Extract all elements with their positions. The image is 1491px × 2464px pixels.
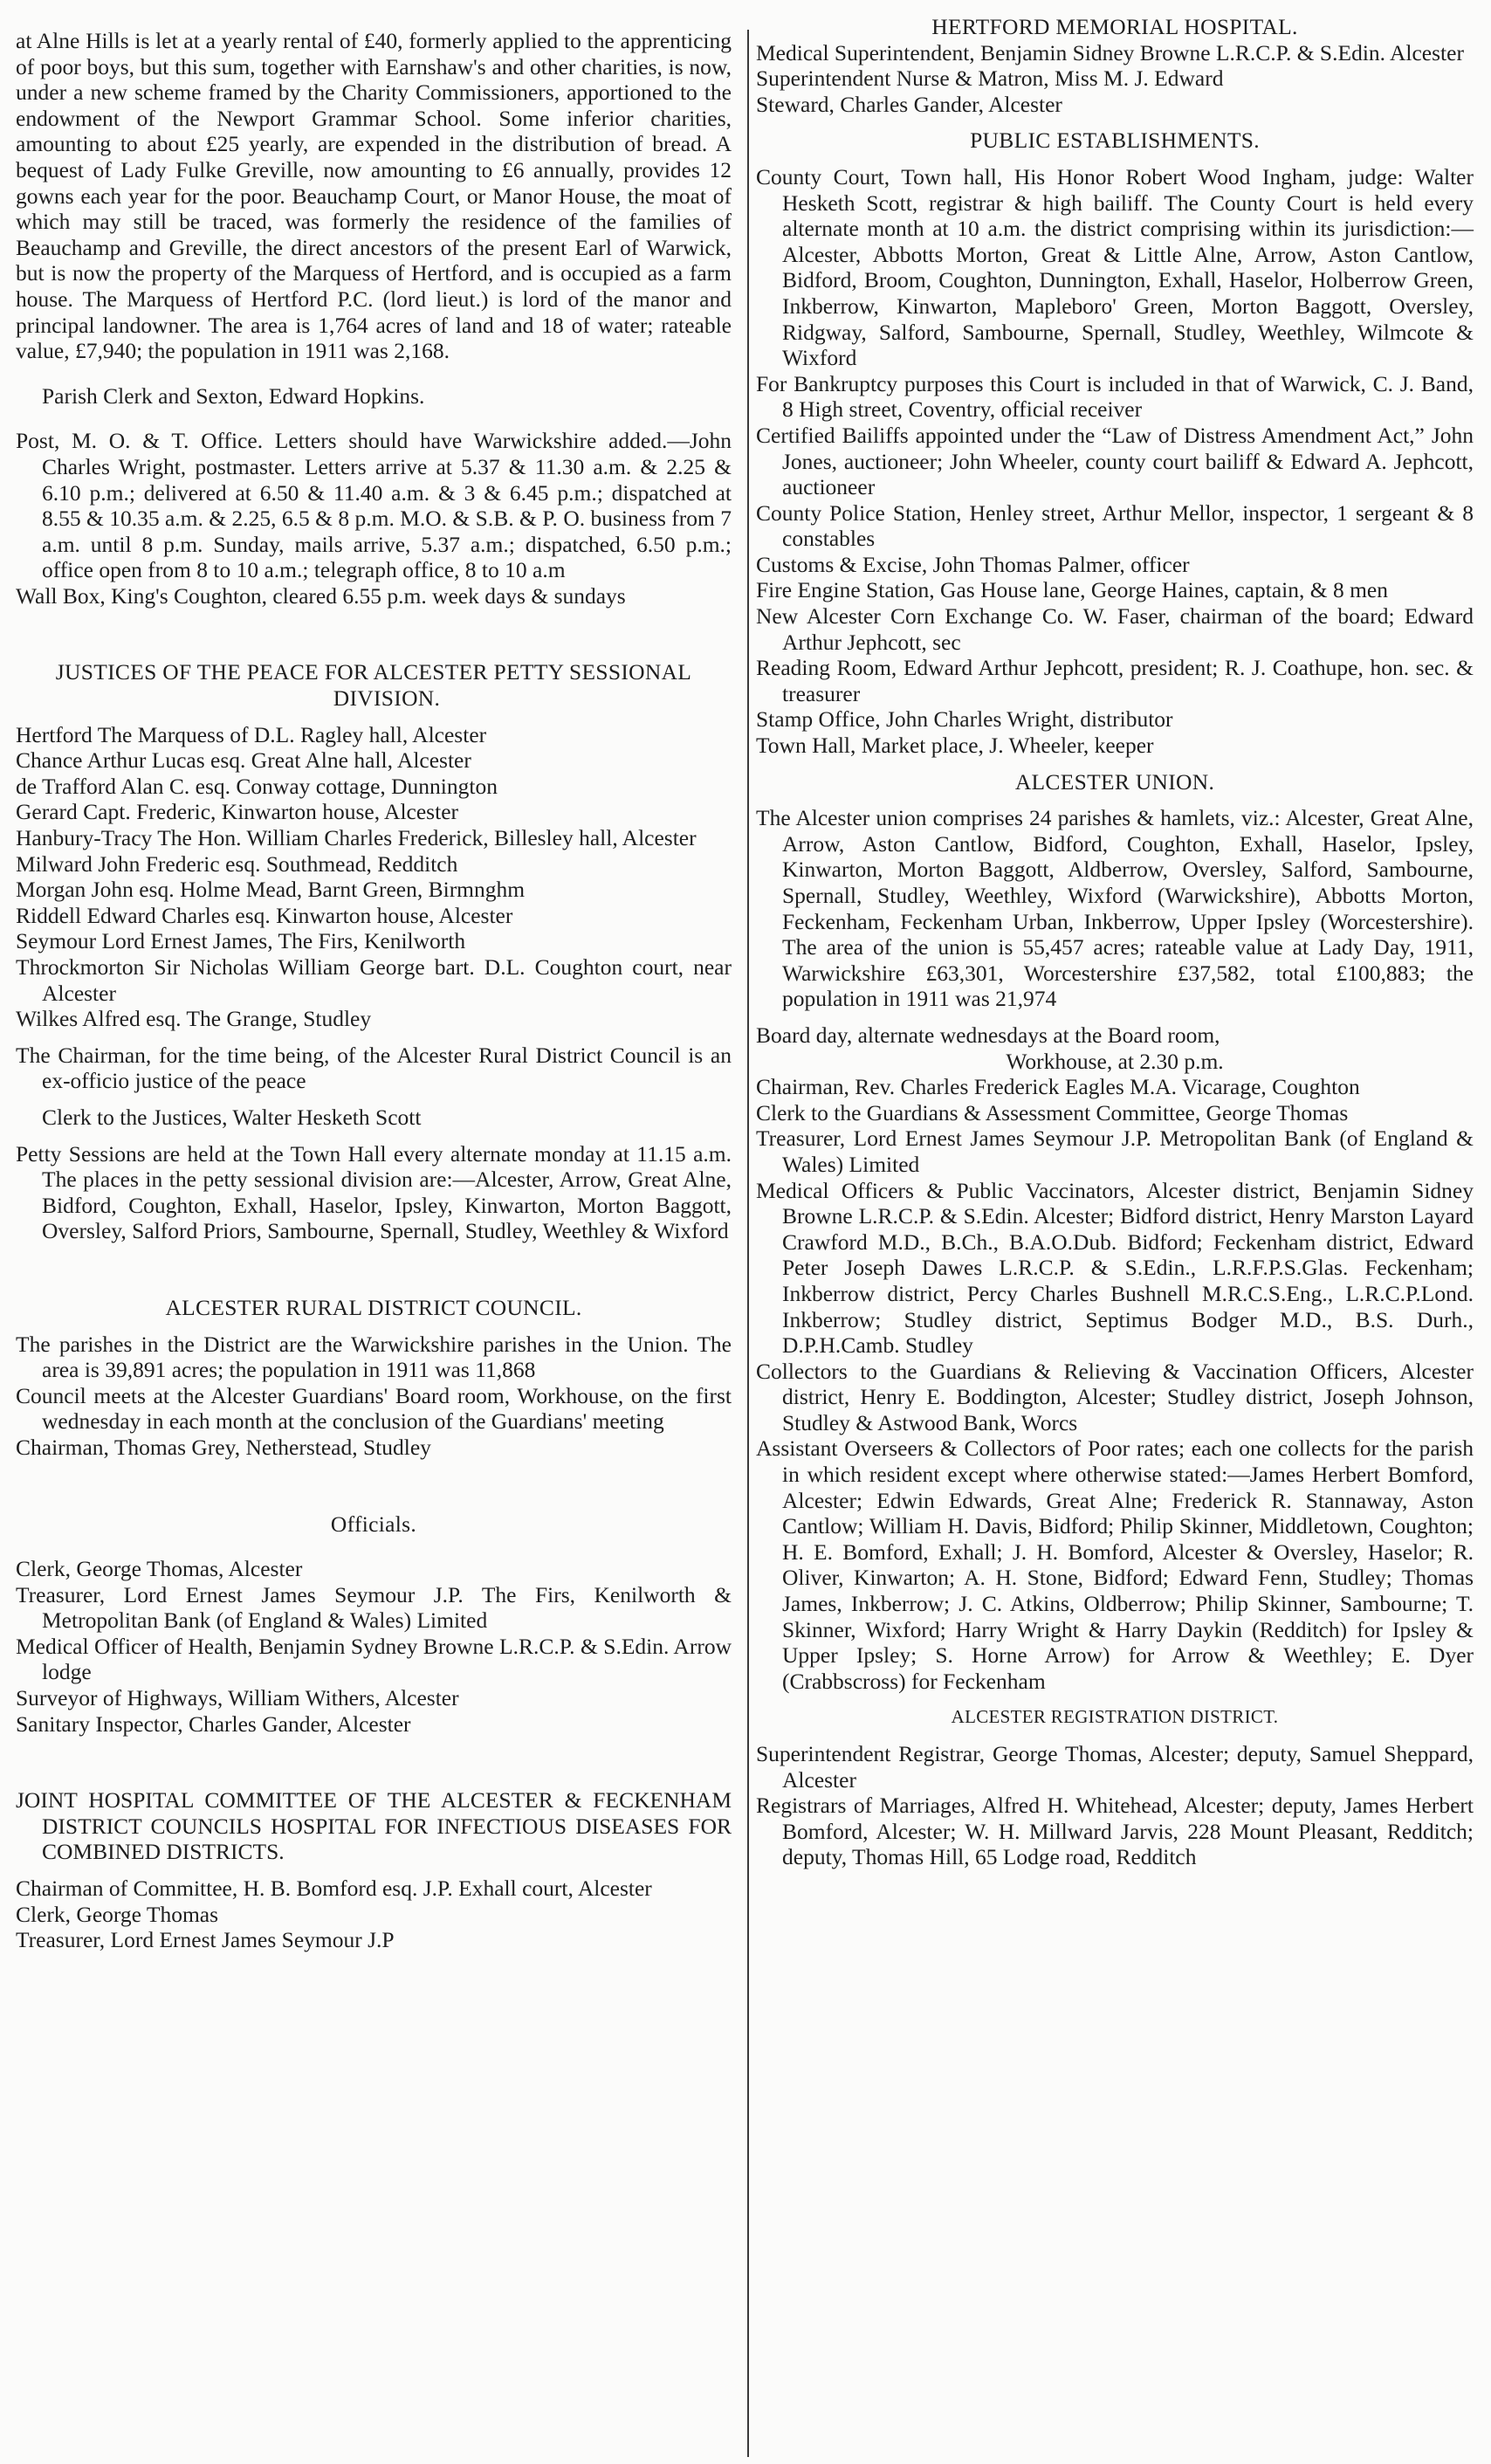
justice-entry: Hertford The Marquess of D.L. Ragley hall, Alcester bbox=[16, 721, 487, 747]
justice-entry: Throckmorton Sir Nicholas William George bart. D.L. Coughton court, near Alcester bbox=[16, 954, 732, 1006]
joint-hospital-heading: JOINT HOSPITAL COMMITTEE OF THE ALCESTER & FECKENHAM DISTRICT COUNCILS HOSPITAL FOR INFECTIOUS DISEASES FOR COMBINED DISTRICTS. bbox=[16, 1787, 732, 1865]
official-entry: Clerk, George Thomas, Alcester bbox=[16, 1556, 303, 1582]
justice-entry: Hanbury-Tracy The Hon. William Charles Frederick, Billesley hall, Alcester bbox=[16, 825, 697, 851]
union-entry: Assistant Overseers & Collectors of Poor rates; each one collects for the parish in which resident except where otherwise stated:—James Herbert Bomford, Alcester; Edwin Edwards, Great Alne; Frederick R. Stannaway, Aston Cantlow; William H. Davis, Bidford; Philip Skinner, Middletown, Coughton; H. E. Bomford, Exhall; J. H. Bomford, Alcester & Oversley, Haselor; R. Oliver, Kinwarton; A. H. Stone, Bidford; Edward Fenn, Studley; Thomas James, Inkberrow; J. C. Atkins, Oldberrow; Philip Skinner, Sambourne; T. Skinner, Wixford; Harry Wright & Harry Daykin (Redditch) for Ipsley & Upper Ipsley; S. Horne Arrow) for Arrow & Weethley; E. Dyer (Crabbscross) for Feckenham bbox=[756, 1435, 1474, 1694]
establishment-entry: Stamp Office, John Charles Wright, distributor bbox=[756, 706, 1173, 733]
establishment-entry: Town Hall, Market place, J. Wheeler, keeper bbox=[756, 733, 1154, 759]
union-entry: Treasurer, Lord Ernest James Seymour J.P. Metropolitan Bank (of England & Wales) Limited bbox=[756, 1125, 1474, 1177]
establishment-entry: For Bankruptcy purposes this Court is included in that of Warwick, C. J. Band, 8 High street, Coventry, official receiver bbox=[756, 370, 1474, 423]
rural-council-entry: Council meets at the Alcester Guardians' Board room, Workhouse, on the first wednesday in each month at the conclusion of the Guardians' meeting bbox=[16, 1382, 732, 1435]
justice-entry: Morgan John esq. Holme Mead, Barnt Green, Birmnghm bbox=[16, 877, 526, 903]
public-establishments-heading: PUBLIC ESTABLISHMENTS. bbox=[970, 127, 1260, 154]
justice-entry: Chance Arthur Lucas esq. Great Alne hall, Alcester bbox=[16, 747, 471, 774]
justice-entry: Seymour Lord Ernest James, The Firs, Kenilworth bbox=[16, 928, 466, 954]
union-entry: Collectors to the Guardians & Relieving & Vaccination Officers, Alcester district, Henry E. Boddington, Alcester; Studley district, Joseph Johnson, Studley & Astwood Bank, Worcs bbox=[756, 1358, 1474, 1435]
column-divider bbox=[747, 30, 749, 2457]
justices-heading: JUSTICES OF THE PEACE FOR ALCESTER PETTY SESSIONAL DIVISION. bbox=[55, 659, 692, 712]
union-heading: ALCESTER UNION. bbox=[1014, 768, 1215, 795]
official-entry: Medical Officer of Health, Benjamin Sydney Browne L.R.C.P. & S.Edin. Arrow lodge bbox=[16, 1633, 732, 1685]
right-column bbox=[756, 0, 1474, 1870]
union-entry: Clerk to the Guardians & Assessment Committee, George Thomas bbox=[756, 1099, 1349, 1125]
joint-hospital-entry: Treasurer, Lord Ernest James Seymour J.P bbox=[16, 1927, 395, 1953]
wall-box-entry: Wall Box, King's Coughton, cleared 6.55 p.m. week days & sundays bbox=[16, 582, 626, 609]
justice-entry: Wilkes Alfred esq. The Grange, Studley bbox=[16, 1006, 372, 1032]
rural-council-heading: ALCESTER RURAL DISTRICT COUNCIL. bbox=[165, 1294, 582, 1320]
official-entry: Sanitary Inspector, Charles Gander, Alcester bbox=[16, 1710, 411, 1737]
hospital-entry: Medical Superintendent, Benjamin Sidney Browne L.R.C.P. & S.Edin. Alcester bbox=[756, 39, 1464, 65]
justice-entry: Milward John Frederic esq. Southmead, Redditch bbox=[16, 850, 458, 877]
registration-entry: Registrars of Marriages, Alfred H. Whitehead, Alcester; deputy, James Herbert Bomford, Alcester; W. H. Millward Jarvis, 228 Mount Pleasant, Redditch; deputy, Thomas Hill, 65 Lodge road, Redditch bbox=[756, 1793, 1474, 1870]
intro-paragraph: at Alne Hills is let at a yearly rental of £40, formerly applied to the apprenticing of poor boys, but this sum, together with Earnshaw's and other charities, is now, under a new scheme framed by the Charity Commissioners, apportioned to the endowment of the Newport Grammar School. Some inferior charities, amounting to about £25 yearly, are expended in the distribution of bread. A bequest of Lady Fulke Greville, now amounting to £6 annually, provides 12 gowns each year for the poor. Beauchamp Court, or Manor House, the moat of which may still be traced, was formerly the residence of the families of Beauchamp and Greville, the direct ancestors of the present Earl of Warwick, but is now the property of the Marquess of Hertford, and is occupied as a farm house. The Marquess of Hertford P.C. (lord lieut.) is lord of the manor and principal landowner. The area is 1,764 acres of land and 18 of water; rateable value, £7,940; the population in 1911 was 2,168. bbox=[16, 28, 732, 364]
left-column bbox=[16, 0, 732, 1953]
petty-sessions: Petty Sessions are held at the Town Hall every alternate monday at 11.15 a.m. The places in the petty sessional division are:—Alcester, Arrow, Great Alne, Bidford, Coughton, Exhall, Haselor, Ipsley, Kinwarton, Morton Baggott, Oversley, Salford Priors, Sambourne, Spernall, Studley, Weethley & Wixford bbox=[16, 1140, 732, 1244]
union-board-day: Board day, alternate wednesdays at the Board room, bbox=[756, 1022, 1220, 1048]
post-office-entry: Post, M. O. & T. Office. Letters should have Warwickshire added.—John Charles Wright, postmaster. Letters arrive at 5.37 & 11.30 a.m. & 2.25 & 6.10 p.m.; delivered at 6.50 & 11.40 a.m. & 3 & 6.45 p.m.; dispatched at 8.55 & 10.35 a.m. & 2.25, 6.5 & 8 p.m. M.O. & S.B. & P. O. business from 7 a.m. until 8 p.m. Sunday, mails arrive, 5.37 a.m.; dispatched, 6.50 p.m.; office open from 8 to 10 a.m.; telegraph office, 8 to 10 a.m bbox=[16, 428, 732, 583]
parish-clerk: Parish Clerk and Sexton, Edward Hopkins. bbox=[42, 382, 425, 409]
official-entry: Surveyor of Highways, William Withers, Alcester bbox=[16, 1685, 459, 1711]
justice-entry: Gerard Capt. Frederic, Kinwarton house, Alcester bbox=[16, 799, 458, 825]
establishment-entry: Certified Bailiffs appointed under the “Law of Distress Amendment Act,” John Jones, auctioneer; John Wheeler, county court bailiff & Edward A. Jephcott, auctioneer bbox=[756, 422, 1474, 500]
justice-entry: Riddell Edward Charles esq. Kinwarton house, Alcester bbox=[16, 902, 513, 928]
hospital-entry: Superintendent Nurse & Matron, Miss M. J. Edward bbox=[756, 65, 1224, 92]
union-entry: Chairman, Rev. Charles Frederick Eagles M.A. Vicarage, Coughton bbox=[756, 1074, 1360, 1100]
official-entry: Treasurer, Lord Ernest James Seymour J.P. The Firs, Kenilworth & Metropolitan Bank (of England & Wales) Limited bbox=[16, 1581, 732, 1634]
establishment-entry: Fire Engine Station, Gas House lane, George Haines, captain, & 8 men bbox=[756, 577, 1388, 603]
justices-list bbox=[16, 722, 732, 1032]
union-entry: Medical Officers & Public Vaccinators, Alcester district, Benjamin Sidney Browne L.R.C.P. & S.Edin. Alcester; Bidford district, Henry Marston Layard Crawford M.D., B.Ch., B.A.O.Dub. Bidford; Feckenham district, Edward Peter Joseph Dawes L.R.C.P. & S.Edin., L.R.F.P.S.Glas. Feckenham; Inkberrow district, Percy Charles Bushnell M.R.C.S.Eng., L.R.C.P.Lond. Inkberrow; Studley district, Septimus Bodger M.D., B.S. Durh., D.P.H.Camb. Studley bbox=[756, 1177, 1474, 1359]
hospital-entry: Steward, Charles Gander, Alcester bbox=[756, 91, 1062, 117]
registration-entry: Superintendent Registrar, George Thomas, Alcester; deputy, Samuel Sheppard, Alcester bbox=[756, 1741, 1474, 1793]
registration-heading: ALCESTER REGISTRATION DISTRICT. bbox=[951, 1706, 1279, 1728]
establishment-entry: County Court, Town hall, His Honor Robert Wood Ingham, judge: Walter Hesketh Scott, registrar & high bailiff. The County Court is held every alternate month at 10 a.m. the district comprising within its jurisdiction:—Alcester, Abbotts Morton, Great & Little Alne, Arrow, Aston Cantlow, Bidford, Broom, Coughton, Dunnington, Exhall, Haselor, Holberrow Green, Inkberrow, Kinwarton, Mapleboro' Green, Morton Baggott, Oversley, Ridgway, Salford, Sambourne, Spernall, Studley, Weethley, Wilmcote & Wixford bbox=[756, 163, 1474, 371]
union-board-day-cont: Workhouse, at 2.30 p.m. bbox=[1006, 1048, 1224, 1074]
officials-heading: Officials. bbox=[330, 1511, 417, 1537]
rural-council-entry: The parishes in the District are the Warwickshire parishes in the Union. The area is 39,891 acres; the population in 1911 was 11,868 bbox=[16, 1331, 732, 1383]
establishment-entry: Reading Room, Edward Arthur Jephcott, president; R. J. Coathupe, hon. sec. & treasurer bbox=[756, 655, 1474, 706]
chairman-note: The Chairman, for the time being, of the Alcester Rural District Council is an ex-officio justice of the peace bbox=[16, 1042, 732, 1094]
establishment-entry: Customs & Excise, John Thomas Palmer, officer bbox=[756, 551, 1190, 577]
establishment-entry: County Police Station, Henley street, Arthur Mellor, inspector, 1 sergeant & 8 constables bbox=[756, 499, 1474, 552]
joint-hospital-entry: Chairman of Committee, H. B. Bomford esq. J.P. Exhall court, Alcester bbox=[16, 1876, 652, 1902]
justices-clerk: Clerk to the Justices, Walter Hesketh Scott bbox=[42, 1104, 422, 1130]
union-description: The Alcester union comprises 24 parishes & hamlets, viz.: Alcester, Great Alne, Arrow, Aston Cantlow, Bidford, Coughton, Exhall, Haselor, Ipsley, Kinwarton, Morton Baggott, Aldberrow, Oversley, Salford, Sambourne, Spernall, Studley, Weethley, Wixford (Warwickshire), Abbotts Morton, Feckenham, Feckenham Urban, Inkberrow, Upper Ipsley (Worcestershire). The area of the union is 55,457 acres; rateable value at Lady Day, 1911, Warwickshire £63,301, Worcestershire £37,582, total £100,883; the population in 1911 was 21,974 bbox=[756, 805, 1474, 1012]
justice-entry: de Trafford Alan C. esq. Conway cottage, Dunnington bbox=[16, 773, 498, 799]
hertford-hospital-heading: HERTFORD MEMORIAL HOSPITAL. bbox=[931, 14, 1298, 39]
rural-council-entry: Chairman, Thomas Grey, Netherstead, Studley bbox=[16, 1434, 431, 1460]
joint-hospital-entry: Clerk, George Thomas bbox=[16, 1901, 219, 1927]
establishment-entry: New Alcester Corn Exchange Co. W. Faser, chairman of the board; Edward Arthur Jephcott, sec bbox=[756, 603, 1474, 655]
